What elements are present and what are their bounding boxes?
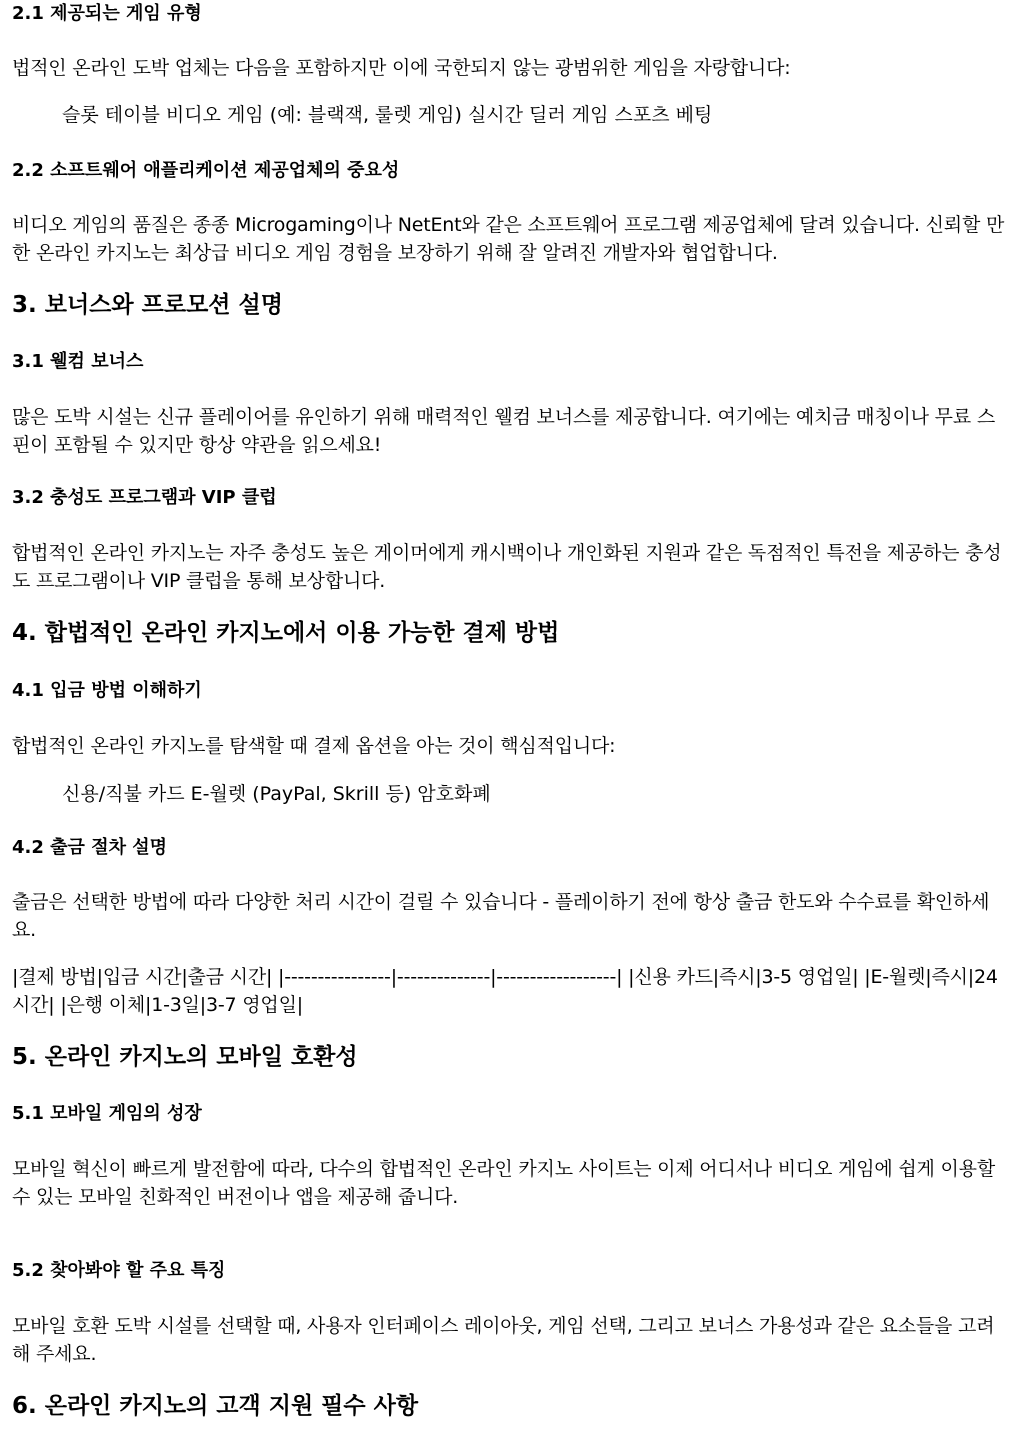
paragraph-3-1: 많은 도박 시설는 신규 플레이어를 유인하기 위해 매력적인 웰컴 보너스를 제공합니다. 여기에는 예치금 매칭이나 무료 스핀이 포함될 수 있지만 항상 약관을 읽으세요!: [12, 406, 995, 456]
paragraph-4-1-intro: 합법적인 온라인 카지노를 탐색할 때 결제 옵션을 아는 것이 핵심적입니다:: [12, 735, 616, 757]
paragraph-4-2: 출금은 선택한 방법에 따라 다양한 처리 시간이 걸릴 수 있습니다 - 플레이하기 전에 항상 출금 한도와 수수료를 확인하세요.: [12, 891, 990, 941]
heading-6: 6. 온라인 카지노의 고객 지원 필수 사항: [12, 1393, 419, 1419]
paragraph-5-2: 모바일 호환 도박 시설를 선택할 때, 사용자 인터페이스 레이아웃, 게임 선택, 그리고 보너스 가용성과 같은 요소들을 고려해 주세요.: [12, 1315, 995, 1365]
payment-table-raw: |결제 방법|입금 시간|출금 시간| |----------------|--------------|------------------| |신용 카드|즉시|3-5 영업일| |E-월렛|즉시|24시간| |은행 이체|1-3일|3-7 영업일|: [12, 966, 998, 1016]
paragraph-2-1-intro: 법적인 온라인 도박 업체는 다음을 포함하지만 이에 국한되지 않는 광범위한 게임을 자랑합니다:: [12, 57, 791, 79]
heading-2-2: 2.2 소프트웨어 애플리케이션 제공업체의 중요성: [12, 160, 400, 181]
heading-3: 3. 보너스와 프로모션 설명: [12, 292, 283, 318]
heading-3-1: 3.1 웰컴 보너스: [12, 351, 144, 372]
game-types-list: 슬롯 테이블 비디오 게임 (예: 블랙잭, 룰렛 게임) 실시간 딜러 게임 스포츠 베팅: [62, 104, 713, 126]
heading-2-1: 2.1 제공되는 게임 유형: [12, 3, 202, 24]
heading-4-1: 4.1 입금 방법 이해하기: [12, 680, 202, 701]
paragraph-3-2: 합법적인 온라인 카지노는 자주 충성도 높은 게이머에게 캐시백이나 개인화된 지원과 같은 독점적인 특전을 제공하는 충성도 프로그램이나 VIP 클럽을 통해 보상합니다.: [12, 542, 1002, 592]
heading-4: 4. 합법적인 온라인 카지노에서 이용 가능한 결제 방법: [12, 620, 560, 646]
heading-4-2: 4.2 출금 절차 설명: [12, 837, 168, 858]
heading-3-2: 3.2 충성도 프로그램과 VIP 클럽: [12, 487, 277, 508]
heading-5: 5. 온라인 카지노의 모바일 호환성: [12, 1044, 358, 1070]
paragraph-5-1: 모바일 혁신이 빠르게 발전함에 따라, 다수의 합법적인 온라인 카지노 사이트는 이제 어디서나 비디오 게임에 쉽게 이용할 수 있는 모바일 친화적인 버전이나 앱을 제공해 줍니다.: [12, 1158, 995, 1208]
heading-5-2: 5.2 찾아봐야 할 주요 특징: [12, 1260, 226, 1281]
heading-5-1: 5.1 모바일 게임의 성장: [12, 1103, 202, 1124]
paragraph-2-2: 비디오 게임의 품질은 종종 Microgaming이나 NetEnt와 같은 소프트웨어 프로그램 제공업체에 달려 있습니다. 신뢰할 만한 온라인 카지노는 최상급 비디오 게임 경험을 보장하기 위해 잘 알려진 개발자와 협업합니다.: [12, 214, 1005, 264]
deposit-methods-list: 신용/직불 카드 E-월렛 (PayPal, Skrill 등) 암호화폐: [62, 783, 491, 805]
